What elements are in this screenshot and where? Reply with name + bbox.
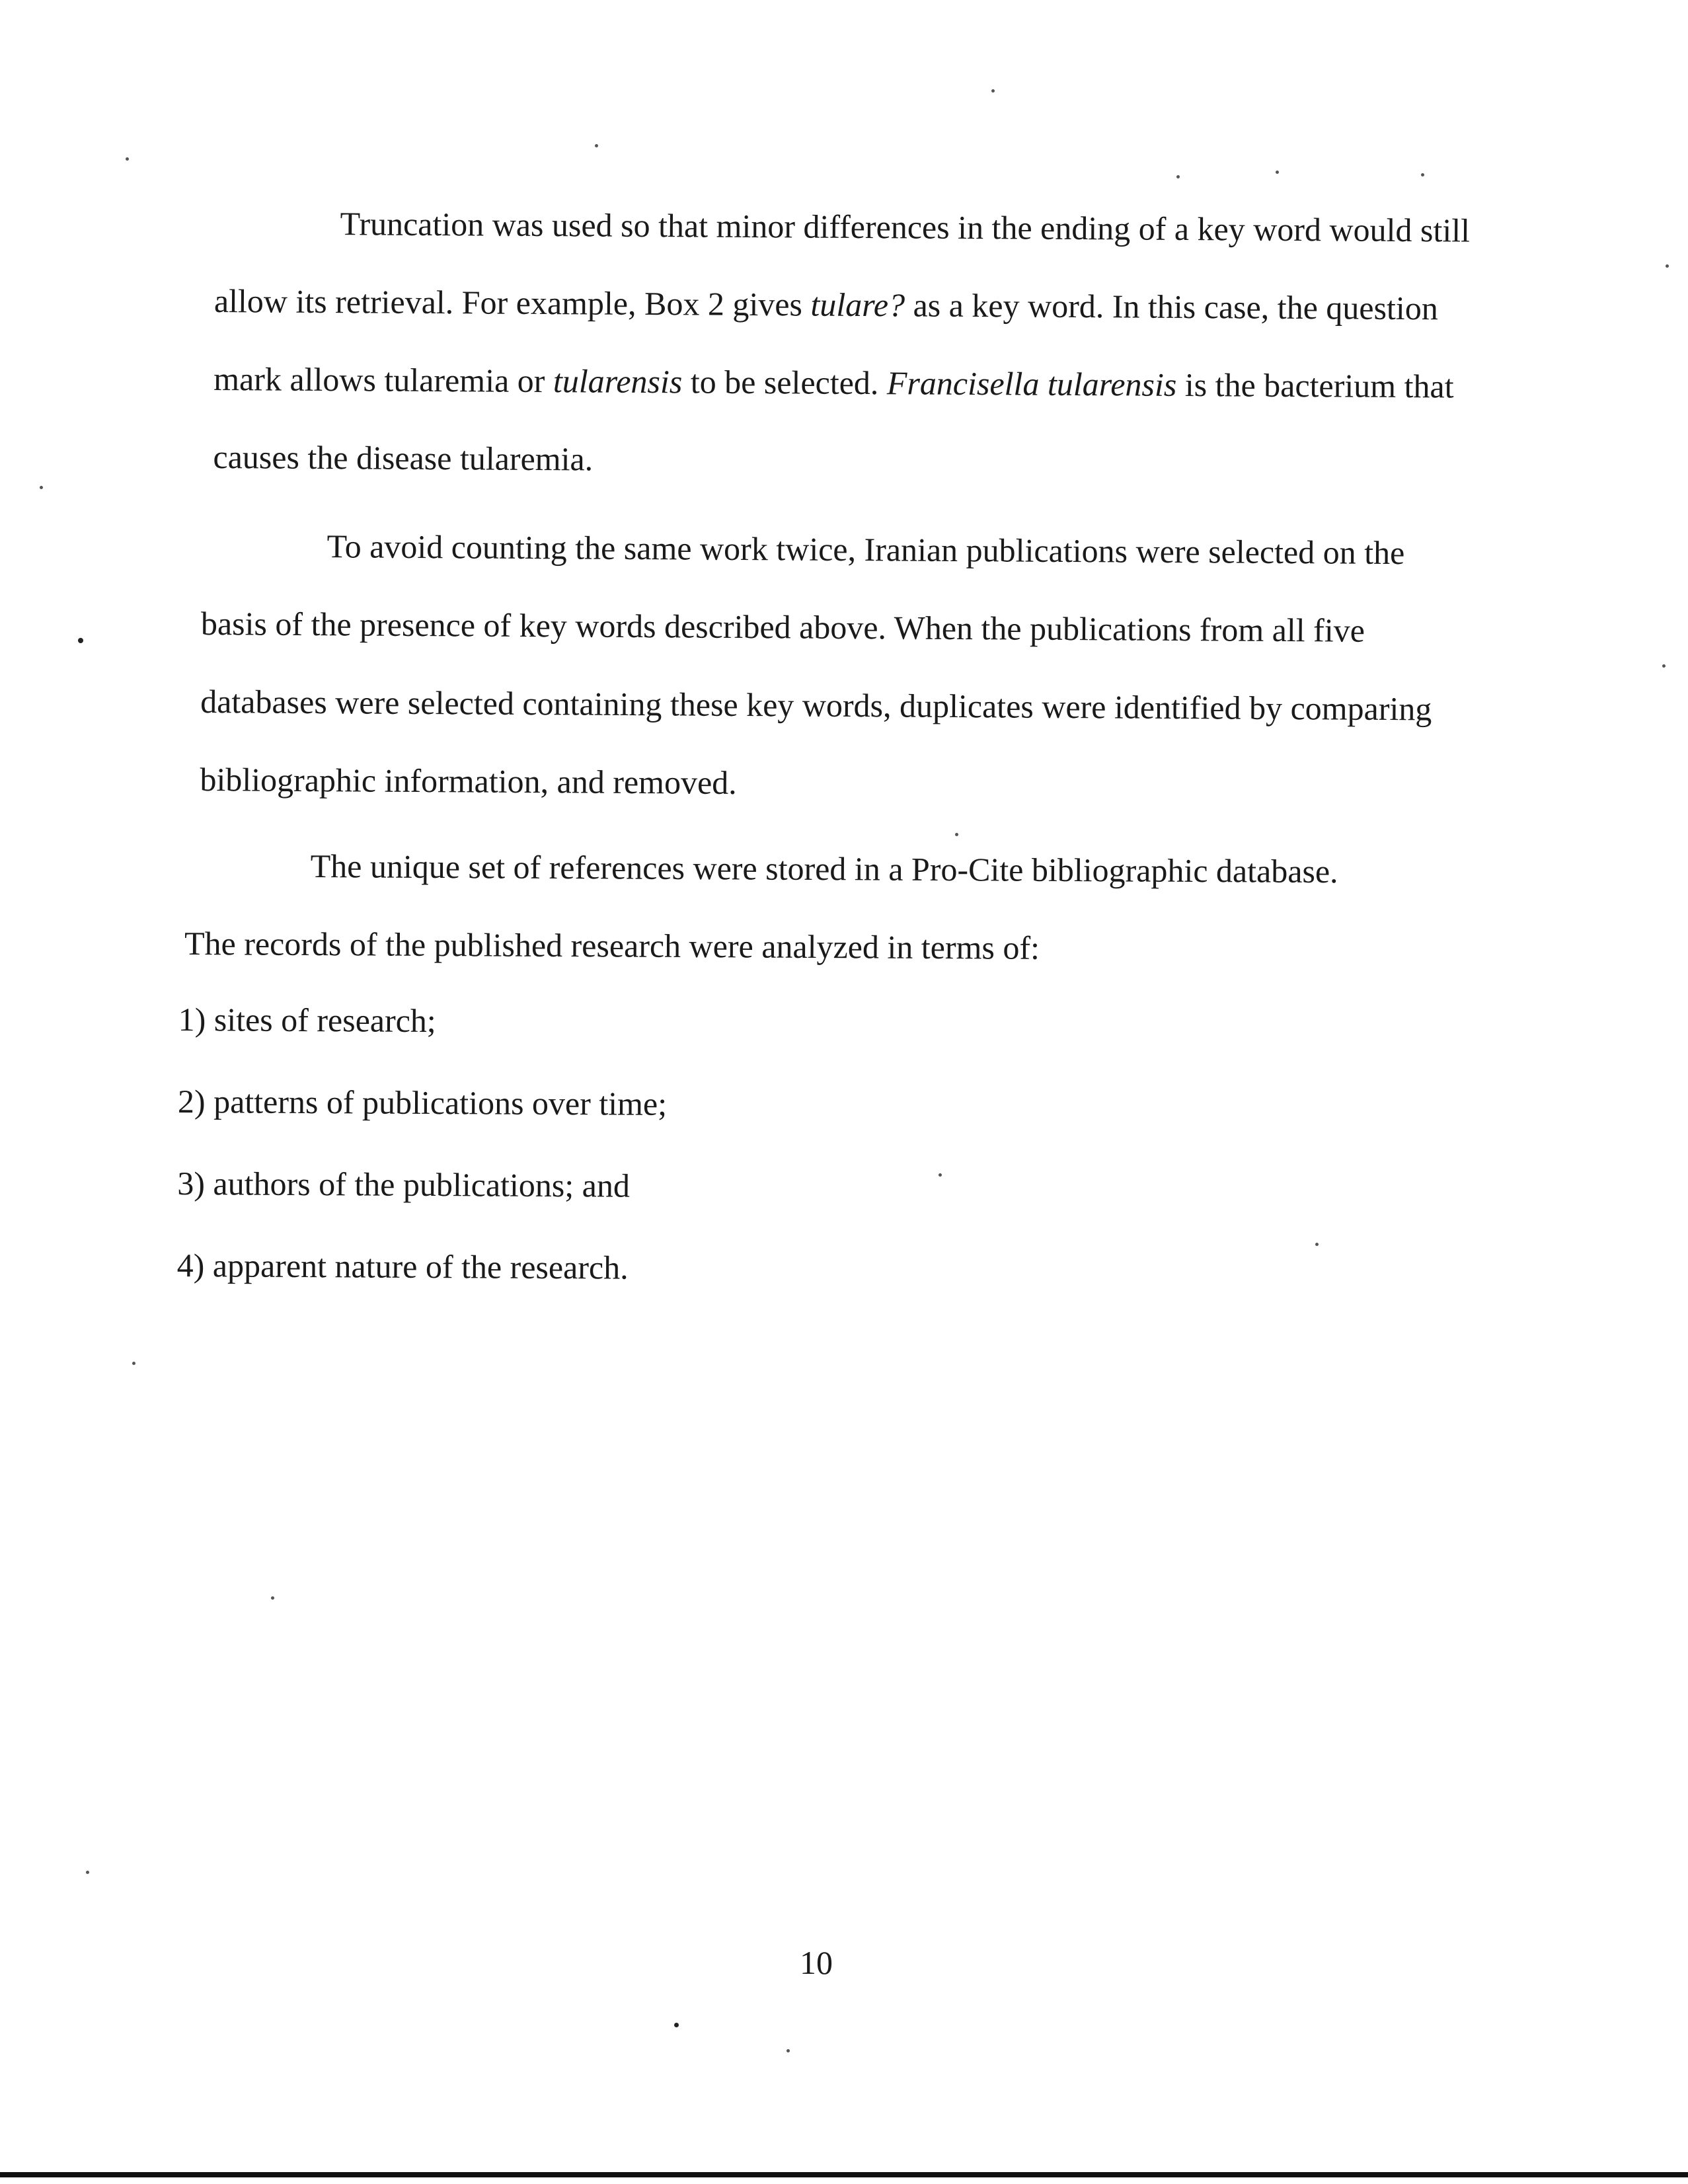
scan-speck xyxy=(132,1362,135,1365)
paragraph-truncation xyxy=(213,184,1576,504)
list-item: 4) apparent nature of the research. xyxy=(176,1246,629,1286)
text-run: is the bacterium that xyxy=(1176,366,1454,405)
scan-speck xyxy=(939,1173,942,1177)
text-run: databases were selected containing these key words, duplicates were identified by comparing xyxy=(200,682,1432,728)
paragraph-line xyxy=(200,740,1562,827)
paragraph-line xyxy=(213,418,1575,504)
scan-speck xyxy=(78,638,83,643)
scan-speck xyxy=(674,2023,679,2027)
paragraph-line xyxy=(201,506,1563,593)
scan-speck xyxy=(1666,264,1669,268)
scan-speck xyxy=(595,144,598,147)
page-number: 10 xyxy=(800,1944,833,1981)
text-run: The records of the published research were analyzed in terms of: xyxy=(184,924,1040,966)
text-run: The unique set of references were stored in a Pro-Cite bibliographic database. xyxy=(310,847,1338,890)
paragraph-line xyxy=(200,662,1562,749)
italic-term: Francisella tularensis xyxy=(886,364,1177,403)
scan-speck xyxy=(1662,664,1666,668)
scan-speck xyxy=(86,1871,89,1874)
paragraph-line xyxy=(184,904,1547,990)
text-run: allow its retrieval. For example, Box 2 gives xyxy=(213,282,811,323)
scan-speck xyxy=(40,486,43,489)
scan-speck xyxy=(955,833,958,836)
text-run: basis of the presence of key words described above. When the publications from all five xyxy=(200,604,1365,649)
italic-term: tulare? xyxy=(810,286,905,324)
analysis-list xyxy=(176,978,668,1309)
scan-edge-rule xyxy=(0,2172,1688,2177)
scan-speck xyxy=(1315,1243,1319,1246)
scan-speck xyxy=(1176,175,1180,178)
paragraph-line xyxy=(214,184,1576,270)
list-item: 1) sites of research; xyxy=(178,1000,436,1040)
paragraph-line xyxy=(213,340,1576,426)
italic-term: tularensis xyxy=(553,362,683,401)
text-run: Truncation was used so that minor differences in the ending of a key word would still xyxy=(340,205,1471,249)
text-run: as a key word. In this case, the question xyxy=(904,286,1438,327)
scan-speck xyxy=(126,157,129,161)
paragraph-line xyxy=(184,826,1547,912)
paragraph-line xyxy=(201,584,1563,671)
scan-speck xyxy=(1276,171,1279,174)
text-run: to be selected. xyxy=(682,363,888,402)
text-run: mark allows tularemia or xyxy=(213,360,554,400)
paragraph-line xyxy=(214,262,1576,348)
scan-speck xyxy=(271,1596,274,1600)
scan-speck xyxy=(1421,173,1424,176)
paragraph-procite xyxy=(184,826,1547,990)
text-run: To avoid counting the same work twice, Iranian publications were selected on the xyxy=(326,527,1405,572)
scan-speck xyxy=(991,89,995,93)
text-run: causes the disease tularemia. xyxy=(213,438,594,478)
list-item: 3) authors of the publications; and xyxy=(177,1164,631,1204)
list-item: 2) patterns of publications over time; xyxy=(177,1082,668,1122)
scan-speck xyxy=(786,2049,790,2052)
paragraph-duplicates xyxy=(200,506,1563,827)
text-run: bibliographic information, and removed. xyxy=(200,760,737,801)
